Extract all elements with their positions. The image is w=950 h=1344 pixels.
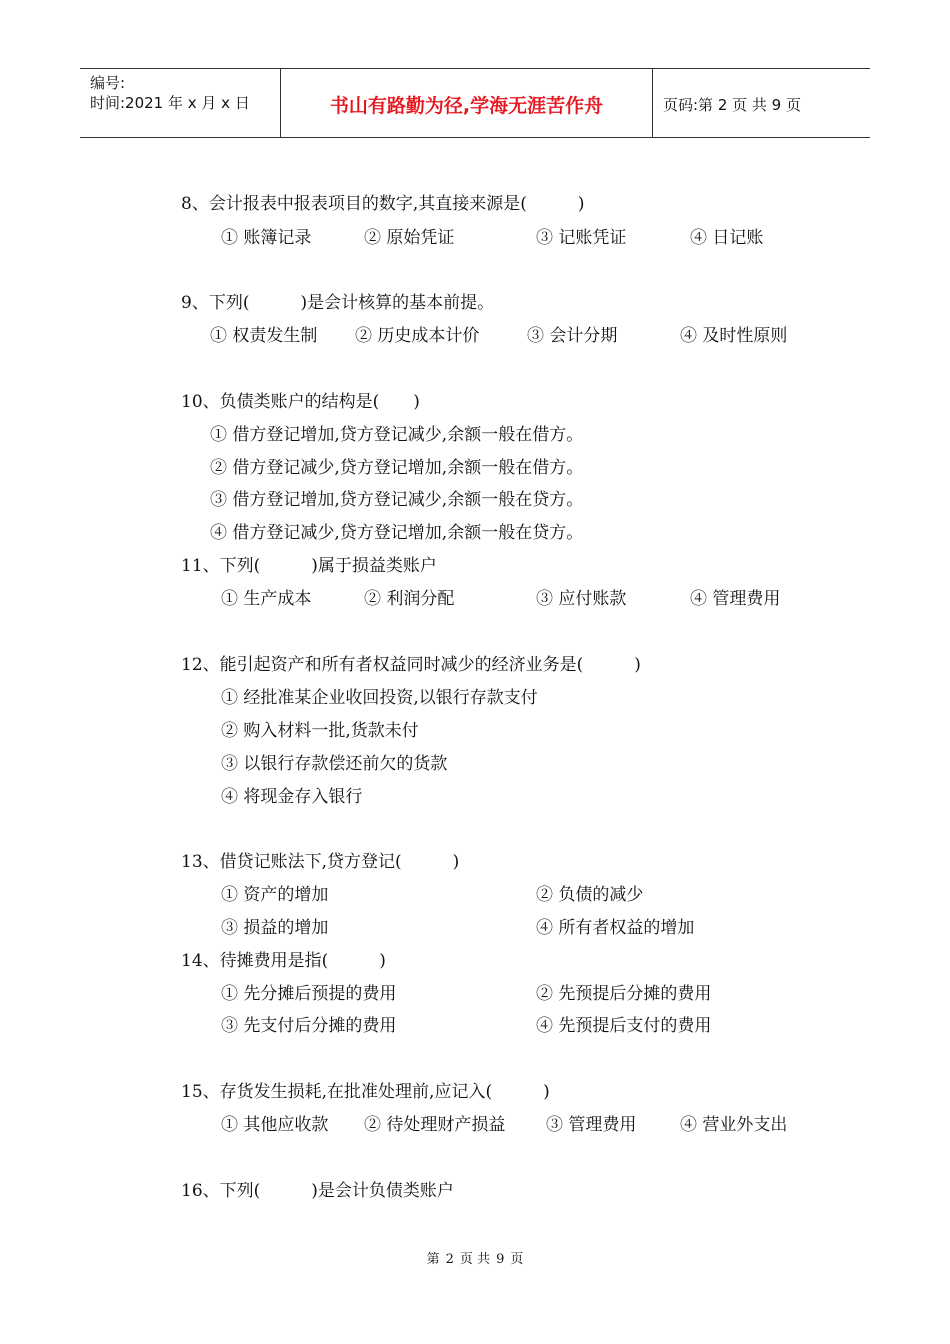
option: ③ 先支付后分摊的费用 bbox=[221, 1016, 397, 1036]
question-11: 11、下列( )属于损益类账户 bbox=[181, 556, 437, 576]
option: ② 原始凭证 bbox=[364, 228, 455, 248]
option: ② 购入材料一批,货款未付 bbox=[221, 721, 419, 741]
footer-total-pages: 9 bbox=[496, 1252, 505, 1267]
option: ② 待处理财产损益 bbox=[364, 1115, 506, 1135]
footer-current-page: 2 bbox=[445, 1252, 454, 1267]
page-label: 页码:第 2 页 共 9 页 bbox=[663, 96, 801, 114]
option: ① 先分摊后预提的费用 bbox=[221, 984, 397, 1004]
option: ① 资产的增加 bbox=[221, 885, 329, 905]
option: ② 负债的减少 bbox=[536, 885, 644, 905]
option: ① 经批准某企业收回投资,以银行存款支付 bbox=[221, 688, 538, 708]
page-header bbox=[80, 68, 870, 138]
option: ④ 管理费用 bbox=[690, 589, 781, 609]
question-16: 16、下列( )是会计负债类账户 bbox=[181, 1181, 454, 1201]
option: ④ 日记账 bbox=[690, 228, 764, 248]
footer-mid: 页 共 bbox=[459, 1252, 491, 1267]
option: ③ 以银行存款偿还前欠的货款 bbox=[221, 754, 448, 774]
option: ② 借方登记减少,贷方登记增加,余额一般在借方。 bbox=[210, 458, 584, 478]
option: ④ 营业外支出 bbox=[680, 1115, 788, 1135]
question-14: 14、待摊费用是指( ) bbox=[181, 951, 386, 971]
option: ③ 管理费用 bbox=[546, 1115, 637, 1135]
option: ② 历史成本计价 bbox=[355, 326, 480, 346]
option: ① 权责发生制 bbox=[210, 326, 318, 346]
question-9: 9、下列( )是会计核算的基本前提。 bbox=[181, 293, 495, 313]
footer-suffix: 页 bbox=[510, 1252, 524, 1267]
option: ④ 借方登记减少,贷方登记增加,余额一般在贷方。 bbox=[210, 523, 584, 543]
option: ② 利润分配 bbox=[364, 589, 455, 609]
motto: 书山有路勤为径,学海无涯苦作舟 bbox=[329, 95, 604, 117]
option: ② 先预提后分摊的费用 bbox=[536, 984, 712, 1004]
option: ④ 所有者权益的增加 bbox=[536, 918, 695, 938]
question-12: 12、能引起资产和所有者权益同时减少的经济业务是( ) bbox=[181, 655, 641, 675]
question-13: 13、借贷记账法下,贷方登记( ) bbox=[181, 852, 460, 872]
option: ④ 将现金存入银行 bbox=[221, 787, 363, 807]
option: ③ 损益的增加 bbox=[221, 918, 329, 938]
question-10: 10、负债类账户的结构是( ) bbox=[181, 392, 420, 412]
option: ① 借方登记增加,贷方登记减少,余额一般在借方。 bbox=[210, 425, 584, 445]
option: ① 账簿记录 bbox=[221, 228, 312, 248]
option: ③ 会计分期 bbox=[527, 326, 618, 346]
footer-prefix: 第 bbox=[426, 1252, 440, 1267]
question-8: 8、会计报表中报表项目的数字,其直接来源是( ) bbox=[181, 194, 585, 214]
option: ① 生产成本 bbox=[221, 589, 312, 609]
header-right-cell bbox=[653, 69, 870, 137]
header-left-cell bbox=[80, 69, 281, 137]
page-footer bbox=[0, 1248, 950, 1267]
number-label: 编号: bbox=[90, 74, 126, 92]
question-15: 15、存货发生损耗,在批准处理前,应记入( ) bbox=[181, 1082, 550, 1102]
header-center-cell bbox=[281, 69, 653, 137]
option: ④ 先预提后支付的费用 bbox=[536, 1016, 712, 1036]
option: ③ 借方登记增加,贷方登记减少,余额一般在贷方。 bbox=[210, 490, 584, 510]
option: ③ 应付账款 bbox=[536, 589, 627, 609]
option: ③ 记账凭证 bbox=[536, 228, 627, 248]
option: ④ 及时性原则 bbox=[680, 326, 788, 346]
option: ① 其他应收款 bbox=[221, 1115, 329, 1135]
time-label: 时间:2021 年 x 月 x 日 bbox=[90, 94, 250, 112]
